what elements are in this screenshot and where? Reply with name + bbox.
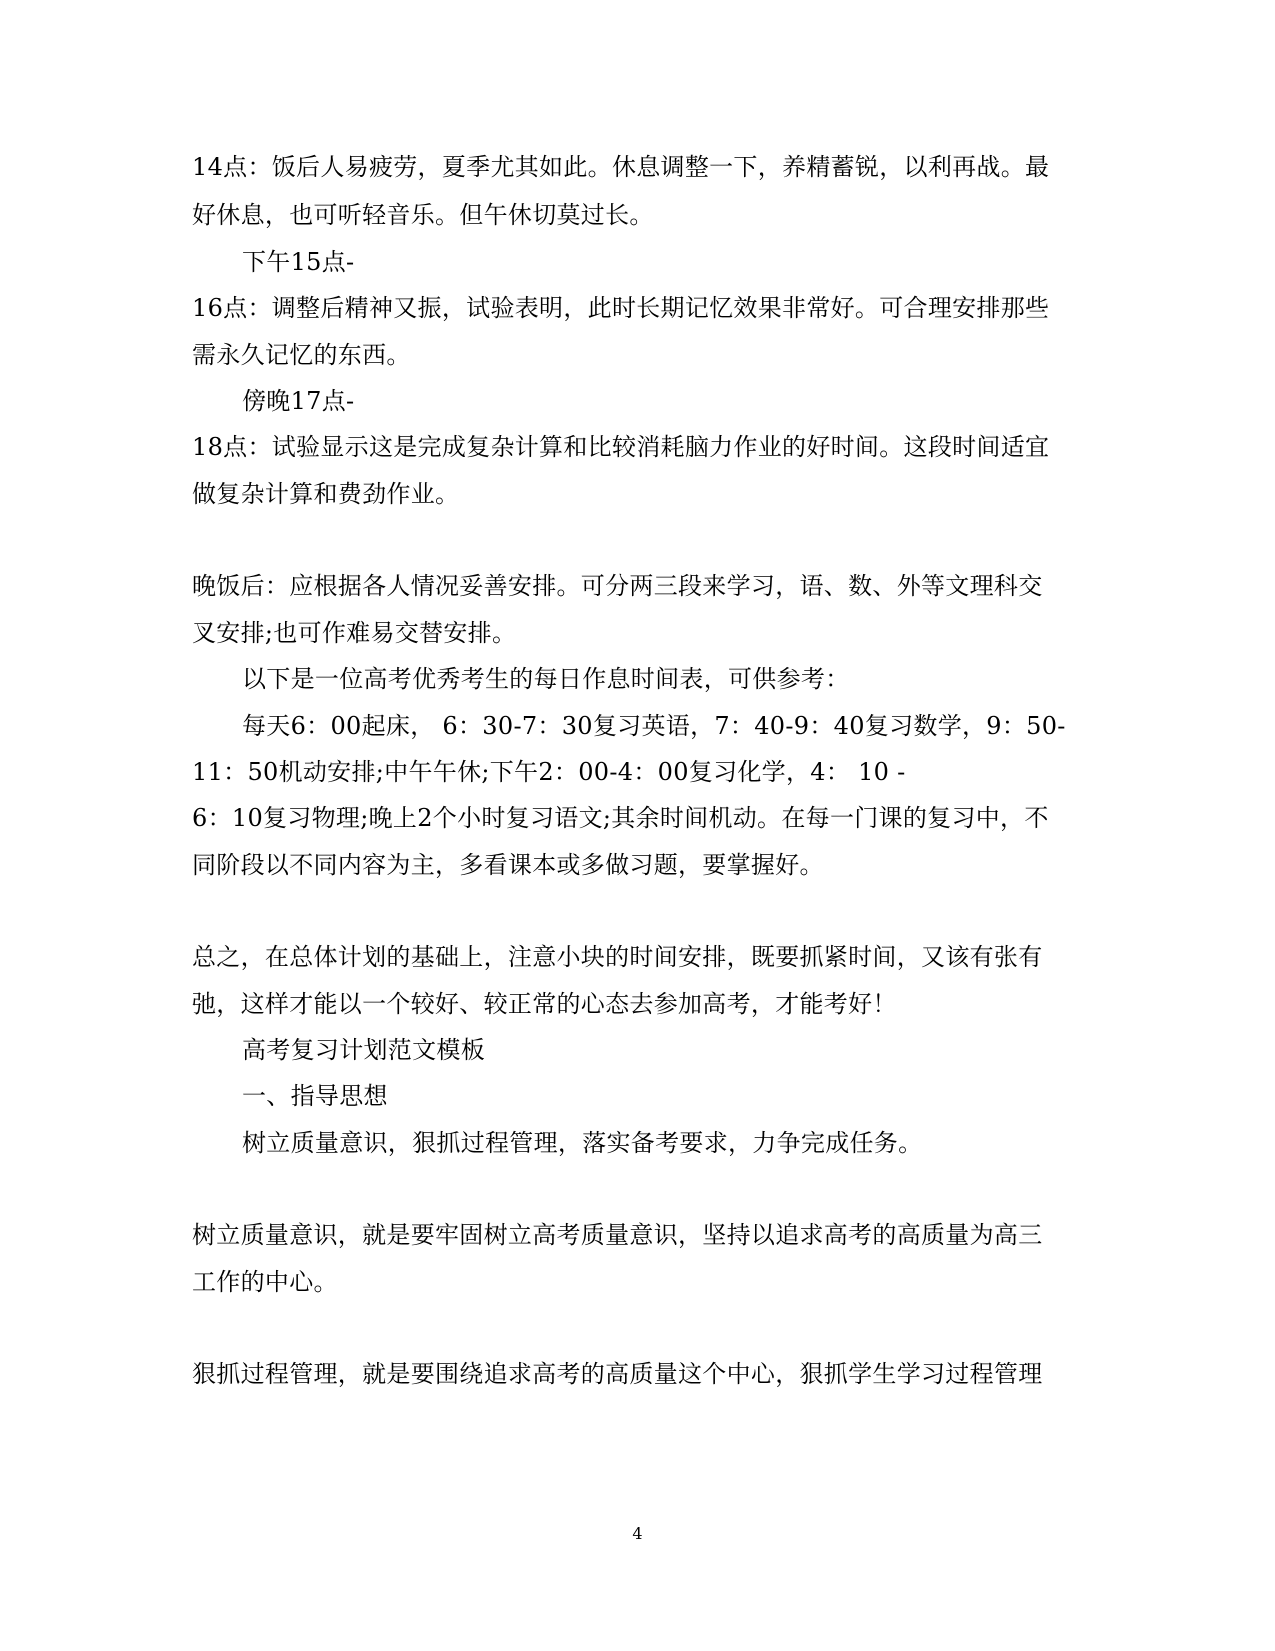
text-line: 需永久记忆的东西。 [192,341,411,369]
text-line: 晚饭后：应根据各人情况妥善安排。可分两三段来学习，语、数、外等文理科交 [192,572,1043,600]
text-line: 高考复习计划范文模板 [242,1036,485,1064]
text-line: 14点：饭后人易疲劳，夏季尤其如此。休息调整一下，养精蓄锐，以利再战。最 [192,153,1050,181]
text-line: 每天6：00起床， 6：30-7：30复习英语，7：40-9：40复习数学，9：50- [242,712,1066,740]
text-line: 叉安排;也可作难易交替安排。 [192,619,517,647]
text-line: 18点：试验显示这是完成复杂计算和比较消耗脑力作业的好时间。这段时间适宜 [192,433,1050,461]
text-line: 做复杂计算和费劲作业。 [192,480,460,508]
text-line: 以下是一位高考优秀考生的每日作息时间表，可供参考： [242,665,850,693]
text-line: 傍晚17点- [242,387,355,415]
text-line: 6：10复习物理;晚上2个小时复习语文;其余时间机动。在每一门课的复习中，不 [192,804,1049,832]
text-line: 树立质量意识，就是要牢固树立高考质量意识，坚持以追求高考的高质量为高三 [192,1221,1043,1249]
text-line: 弛，这样才能以一个较好、较正常的心态去参加高考，才能考好！ [192,990,897,1018]
page-number: 4 [632,1524,643,1543]
text-line: 总之，在总体计划的基础上，注意小块的时间安排，既要抓紧时间，又该有张有 [192,943,1043,971]
text-line: 同阶段以不同内容为主，多看课本或多做习题，要掌握好。 [192,851,824,879]
text-line: 工作的中心。 [192,1268,338,1296]
text-line: 狠抓过程管理，就是要围绕追求高考的高质量这个中心，狠抓学生学习过程管理 [192,1360,1043,1388]
text-line: 好休息，也可听轻音乐。但午休切莫过长。 [192,201,654,229]
text-line: 一、指导思想 [242,1082,388,1110]
text-line: 16点：调整后精神又振，试验表明，此时长期记忆效果非常好。可合理安排那些 [192,294,1050,322]
text-line: 下午15点- [242,248,355,276]
text-line: 树立质量意识，狠抓过程管理，落实备考要求，力争完成任务。 [242,1129,923,1157]
text-line: 11：50机动安排;中午午休;下午2：00-4：00复习化学，4： 10 - [192,758,906,786]
